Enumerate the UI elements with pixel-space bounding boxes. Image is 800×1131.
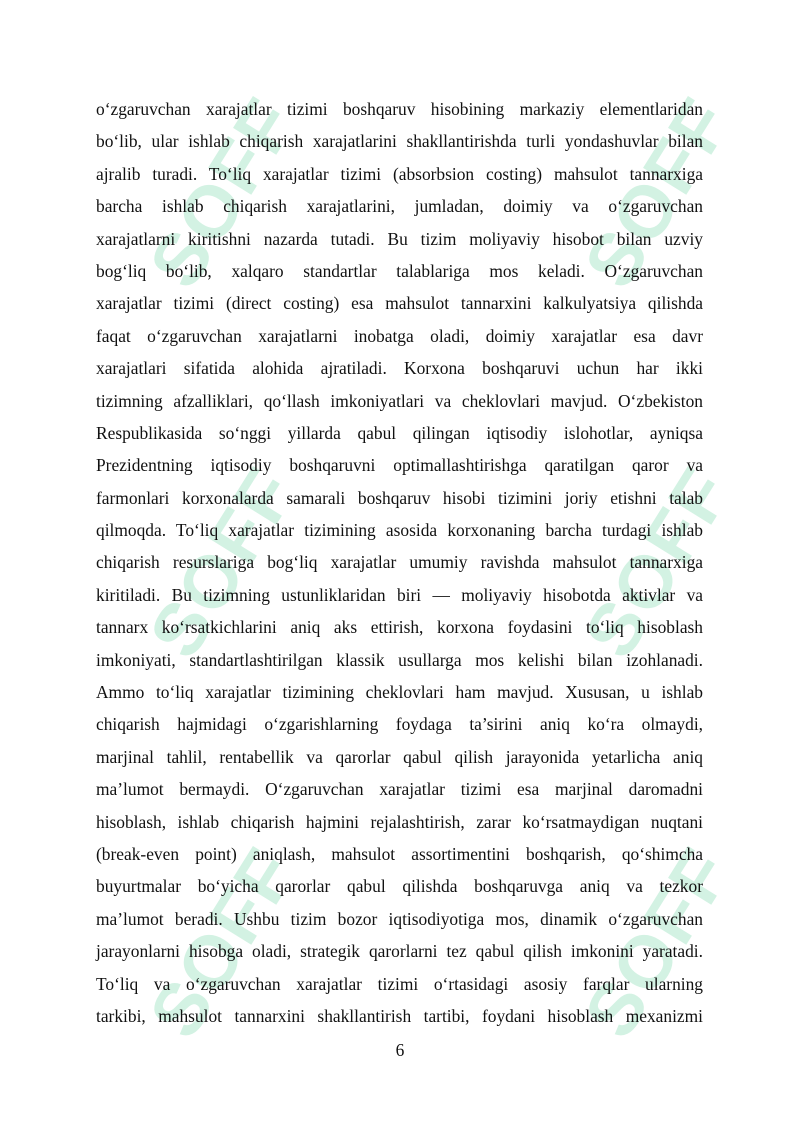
text-line: Ammo to‘liq xarajatlar tizimining cheklovlari ham mavjud. Xususan, u ishlab [96,682,703,703]
text-line: xarajatlarni kiritishni nazarda tutadi. Bu tizim moliyaviy hisobot bilan uzviy [96,228,703,249]
watermark-logo: SOFF [133,453,313,672]
text-line: qilmoqda. To‘liq xarajatlar tizimining asosida korxonaning barcha turdagi ishlab [96,520,703,541]
body-text [96,93,703,1032]
text-line: o‘zgaruvchan xarajatlar tizimi boshqaruv hisobining markaziy elementlaridan [96,99,703,119]
watermark-logo: SOFF [568,833,748,1052]
text-line: To‘liq va o‘zgaruvchan xarajatlar tizimi o‘rtasidagi asosiy farqlar ularning [96,973,703,994]
text-line: ajralib turadi. To‘liq xarajatlar tizimi (absorbsion costing) mahsulot tannarxiga [96,163,703,184]
text-line: buyurtmalar bo‘yicha qarorlar qabul qilishda boshqaruvga aniq va tezkor [96,876,703,897]
text-line: barcha ishlab chiqarish xarajatlarini, jumladan, doimiy va o‘zgaruvchan [96,196,703,217]
text-line: Respublikasida so‘nggi yillarda qabul qilingan iqtisodiy islohotlar, ayniqsa [96,422,703,443]
text-line: chiqarish hajmidagi o‘zgarishlarning foydaga ta’sirini aniq ko‘ra olmaydi, [96,714,703,735]
page-number: 6 [395,1040,405,1060]
text-line: farmonlari korxonalarda samarali boshqaruv hisobi tizimini joriy etishni talab [96,487,703,508]
text-line: Prezidentning iqtisodiy boshqaruvni optimallashtirishga qaratilgan qaror va [96,455,703,476]
text-line: imkoniyati, standartlashtirilgan klassik usullarga mos kelishi bilan izohlanadi. [96,649,703,670]
text-line: bog‘liq bo‘lib, xalqaro standartlar talablariga mos keladi. O‘zgaruvchan [96,260,703,281]
text-line: xarajatlari sifatida alohida ajratiladi. Korxona boshqaruvi uchun har ikki [96,358,703,379]
text-line: chiqarish resurslariga bog‘liq xarajatlar umumiy ravishda mahsulot tannarxiga [96,552,703,573]
text-line: hisoblash, ishlab chiqarish hajmini rejalashtirish, zarar ko‘rsatmaydigan nuqtani [96,811,703,832]
watermark-logo: SOFF [568,83,748,302]
watermark-logo: SOFF [133,83,313,302]
text-line: tannarx ko‘rsatkichlarini aniq aks ettirish, korxona foydasini to‘liq hisoblash [96,617,703,638]
text-line: faqat o‘zgaruvchan xarajatlarni inobatga oladi, doimiy xarajatlar esa davr [96,325,703,346]
watermark-logo: SOFF [133,833,313,1052]
text-line: marjinal tahlil, rentabellik va qarorlar qabul qilish jarayonida yetarlicha aniq [96,746,703,767]
text-line: (break-even point) aniqlash, mahsulot assortimentini boshqarish, qo‘shimcha [96,843,703,864]
text-line: bo‘lib, ular ishlab chiqarish xarajatlarini shakllantirishda turli yondashuvlar bilan [96,131,703,152]
text-line: jarayonlarni hisobga oladi, strategik qarorlarni tez qabul qilish imkonini yaratadi. [96,941,703,962]
text-line: tizimning afzalliklari, qo‘llash imkoniyatlari va cheklovlari mavjud. O‘zbekiston [96,390,703,411]
text-line: tarkibi, mahsulot tannarxini shakllantirish tartibi, foydani hisoblash mexanizmi [96,1005,703,1026]
text-line: xarajatlar tizimi (direct costing) esa mahsulot tannarxini kalkulyatsiya qilishda [96,293,703,314]
text-line: ma’lumot bermaydi. O‘zgaruvchan xarajatlar tizimi esa marjinal daromadni [96,779,703,800]
watermark-logo: SOFF [568,453,748,672]
text-line: kiritiladi. Bu tizimning ustunliklaridan biri — moliyaviy hisobotda aktivlar va [96,584,703,605]
text-line: ma’lumot beradi. Ushbu tizim bozor iqtisodiyotiga mos, dinamik o‘zgaruvchan [96,908,703,929]
